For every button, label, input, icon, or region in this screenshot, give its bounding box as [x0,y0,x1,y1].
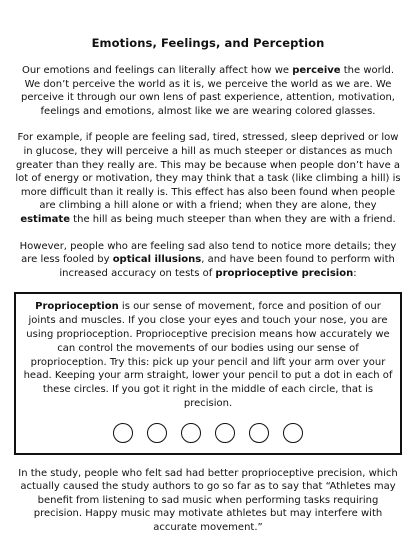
term-perceive: perceive [292,65,341,76]
term-optical-illusions: optical illusions [112,254,202,266]
proprioception-activity-box [14,292,402,454]
paragraph-perception-text-1: Our emotions and feelings can literally affect how we [21,65,293,76]
target-circle [249,423,269,443]
page-title: Emotions, Feelings, and Perception [91,36,325,50]
paragraph-example-text-2: the hill as being much steeper than when they are with a friend. [70,213,396,225]
target-circle [113,423,133,443]
term-proprioception: Proprioception [35,301,119,313]
paragraph-sadness-text-2: , and have been found to perform with increased accuracy on tests of [59,254,395,279]
term-proprioceptive-precision: proprioceptive precision [215,267,354,279]
paragraph-example [14,131,402,226]
paragraph-study-conclusion: In the study, people who felt sad had better proprioceptive precision, which actually caused the study authors to go so far as to say that “Athletes may benefit from listening to sad music when performing tasks requiring precision. Happy music may motivate athletes but may interfere with accurate movement.” [18,467,398,534]
proprioception-instructions [20,300,396,410]
paragraph-example-text-1: For example, if people are feeling sad, tired, stressed, sleep deprived or low in glucose, they will perceive a hill as much steeper or distances as much greater than they really are. This may be because when people don’t have a lot of energy or motivation, they may think that a task (like climbing a hill) is more difficult than it really is. This effect has also been found when people are climbing a hill alone or with a friend; when they are alone, they [15,132,401,212]
target-circle [215,423,235,443]
target-circle [147,423,167,443]
paragraph-sadness-details [14,240,402,281]
target-circle [283,423,303,443]
target-circle [181,423,201,443]
paragraph-sadness-text-3: : [353,267,357,279]
paragraph-sadness-text-1: However, people who are feeling sad also tend to notice more details; they are less fooled by [19,240,397,266]
term-estimate: estimate [20,213,70,225]
paragraph-perception [14,64,402,118]
proprioception-instructions-text: is our sense of movement, force and position of our joints and muscles. If you close your eyes and touch your nose, you are using proprioception. Proprioceptive precision means how accurately we can control the movements of our bodies using our sense of proprioception. Try this: pick up your pencil and lift your arm over your head. Keeping your arm straight, lower your pencil to put a dot in each of these circles. If you got it right in the middle of each circle, that is precision. [23,301,393,409]
target-circles-row [20,423,396,443]
paragraph-perception-text-2: the world. We don’t perceive the world as it is, we perceive the world as we are. We perceive it through our own lens of past experience, attention, motivation, feelings and emotions, almost like we are wearing colored glasses. [21,65,395,117]
